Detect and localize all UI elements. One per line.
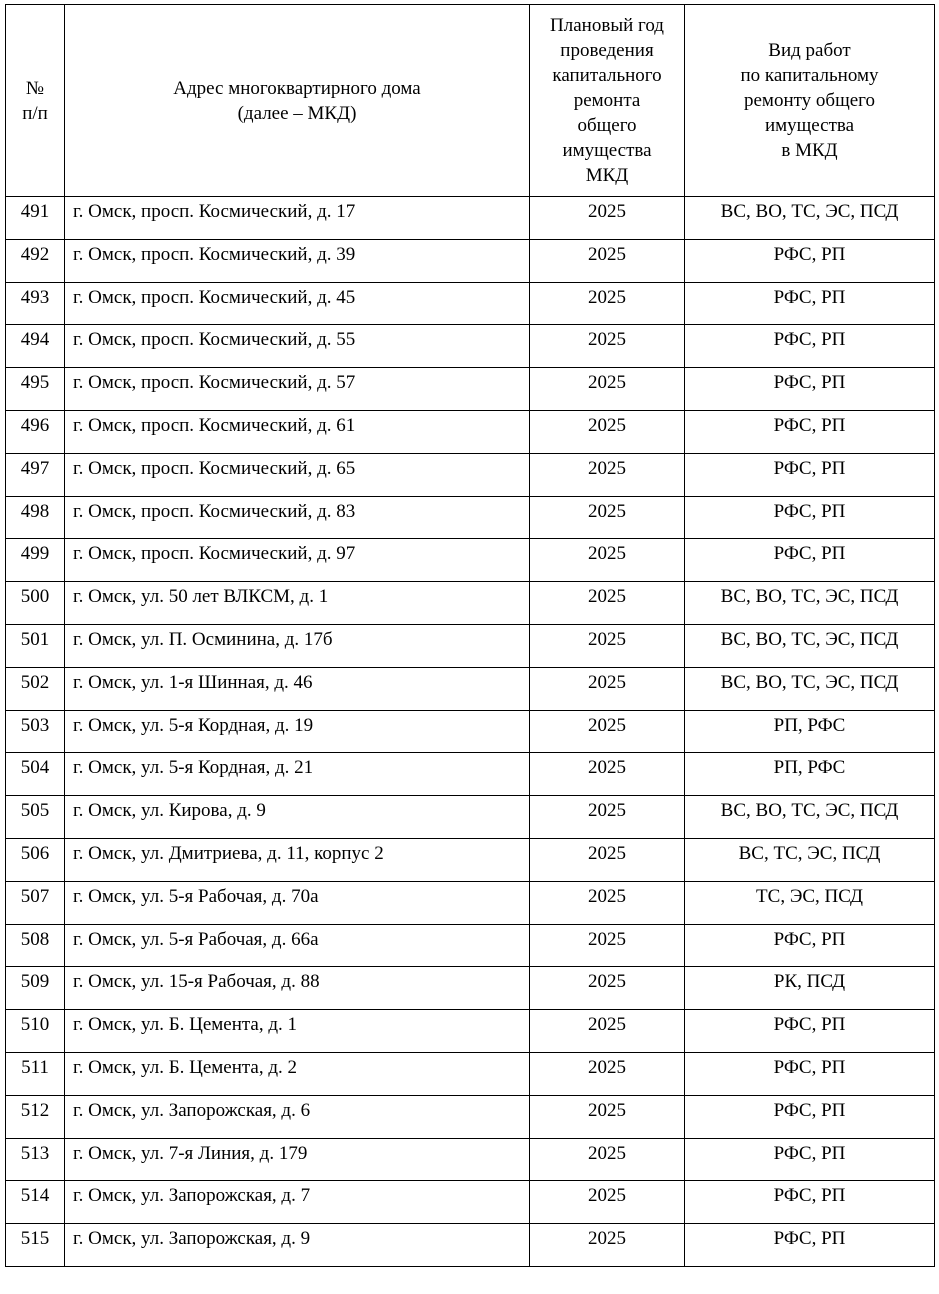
- table-row: [6, 667, 935, 710]
- capital-repair-table: [5, 4, 935, 1267]
- address-cell: г. Омск, ул. Запорожская, д. 9: [65, 1224, 530, 1267]
- table-row: [6, 282, 935, 325]
- address-cell: г. Омск, просп. Космический, д. 45: [65, 282, 530, 325]
- address-cell: г. Омск, ул. 5-я Кордная, д. 21: [65, 753, 530, 796]
- planned-year-cell: 2025: [530, 838, 685, 881]
- address-cell: г. Омск, ул. 7-я Линия, д. 179: [65, 1138, 530, 1181]
- row-number-cell: 500: [6, 582, 65, 625]
- table-row: [6, 582, 935, 625]
- work-type-cell: РФС, РП: [685, 410, 935, 453]
- planned-year-cell: 2025: [530, 1052, 685, 1095]
- work-type-cell: РФС, РП: [685, 239, 935, 282]
- planned-year-cell: 2025: [530, 1181, 685, 1224]
- row-number-cell: 509: [6, 967, 65, 1010]
- work-type-cell: РФС, РП: [685, 1095, 935, 1138]
- address-cell: г. Омск, ул. Запорожская, д. 7: [65, 1181, 530, 1224]
- work-type-cell: ВС, ВО, ТС, ЭС, ПСД: [685, 624, 935, 667]
- table-row: [6, 753, 935, 796]
- work-type-cell: РФС, РП: [685, 282, 935, 325]
- row-number-cell: 510: [6, 1010, 65, 1053]
- work-type-cell: РФС, РП: [685, 539, 935, 582]
- planned-year-cell: 2025: [530, 239, 685, 282]
- work-type-cell: РП, РФС: [685, 710, 935, 753]
- address-cell: г. Омск, просп. Космический, д. 97: [65, 539, 530, 582]
- address-cell: г. Омск, ул. 15-я Рабочая, д. 88: [65, 967, 530, 1010]
- table-row: [6, 624, 935, 667]
- planned-year-cell: 2025: [530, 282, 685, 325]
- work-type-cell: ВС, ВО, ТС, ЭС, ПСД: [685, 582, 935, 625]
- row-number-cell: 495: [6, 368, 65, 411]
- row-number-cell: 497: [6, 453, 65, 496]
- address-cell: г. Омск, ул. 1-я Шинная, д. 46: [65, 667, 530, 710]
- work-type-cell: ТС, ЭС, ПСД: [685, 881, 935, 924]
- row-number-cell: 496: [6, 410, 65, 453]
- address-cell: г. Омск, ул. Б. Цемента, д. 2: [65, 1052, 530, 1095]
- table-row: [6, 368, 935, 411]
- table-row: [6, 1052, 935, 1095]
- row-number-cell: 501: [6, 624, 65, 667]
- planned-year-cell: 2025: [530, 667, 685, 710]
- row-number-cell: 515: [6, 1224, 65, 1267]
- row-number-cell: 508: [6, 924, 65, 967]
- address-cell: г. Омск, ул. 50 лет ВЛКСМ, д. 1: [65, 582, 530, 625]
- work-type-cell: ВС, ВО, ТС, ЭС, ПСД: [685, 667, 935, 710]
- header-address: Адрес многоквартирного дома (далее – МКД): [65, 5, 530, 197]
- work-type-cell: РФС, РП: [685, 1181, 935, 1224]
- work-type-cell: РФС, РП: [685, 1224, 935, 1267]
- work-type-cell: РП, РФС: [685, 753, 935, 796]
- row-number-cell: 503: [6, 710, 65, 753]
- table-row: [6, 838, 935, 881]
- address-cell: г. Омск, просп. Космический, д. 39: [65, 239, 530, 282]
- planned-year-cell: 2025: [530, 967, 685, 1010]
- work-type-cell: РФС, РП: [685, 1052, 935, 1095]
- work-type-cell: РФС, РП: [685, 453, 935, 496]
- address-cell: г. Омск, ул. 5-я Рабочая, д. 70а: [65, 881, 530, 924]
- table-row: [6, 1138, 935, 1181]
- table-row: [6, 496, 935, 539]
- header-planned-year: Плановый год проведения капитального ремонта общего имущества МКД: [530, 5, 685, 197]
- row-number-cell: 506: [6, 838, 65, 881]
- table-row: [6, 1095, 935, 1138]
- row-number-cell: 492: [6, 239, 65, 282]
- address-cell: г. Омск, ул. 5-я Кордная, д. 19: [65, 710, 530, 753]
- planned-year-cell: 2025: [530, 1224, 685, 1267]
- row-number-cell: 505: [6, 796, 65, 839]
- work-type-cell: РК, ПСД: [685, 967, 935, 1010]
- header-row: [6, 5, 935, 197]
- planned-year-cell: 2025: [530, 753, 685, 796]
- table-header: [6, 5, 935, 197]
- work-type-cell: ВС, ВО, ТС, ЭС, ПСД: [685, 796, 935, 839]
- row-number-cell: 499: [6, 539, 65, 582]
- row-number-cell: 498: [6, 496, 65, 539]
- row-number-cell: 514: [6, 1181, 65, 1224]
- address-cell: г. Омск, просп. Космический, д. 65: [65, 453, 530, 496]
- address-cell: г. Омск, ул. 5-я Рабочая, д. 66а: [65, 924, 530, 967]
- table-row: [6, 239, 935, 282]
- address-cell: г. Омск, ул. Кирова, д. 9: [65, 796, 530, 839]
- row-number-cell: 511: [6, 1052, 65, 1095]
- table-row: [6, 881, 935, 924]
- address-cell: г. Омск, просп. Космический, д. 17: [65, 197, 530, 240]
- work-type-cell: РФС, РП: [685, 1138, 935, 1181]
- planned-year-cell: 2025: [530, 881, 685, 924]
- planned-year-cell: 2025: [530, 453, 685, 496]
- table-row: [6, 539, 935, 582]
- work-type-cell: ВС, ТС, ЭС, ПСД: [685, 838, 935, 881]
- table-row: [6, 710, 935, 753]
- table-row: [6, 197, 935, 240]
- row-number-cell: 491: [6, 197, 65, 240]
- work-type-cell: РФС, РП: [685, 368, 935, 411]
- planned-year-cell: 2025: [530, 1095, 685, 1138]
- address-cell: г. Омск, просп. Космический, д. 61: [65, 410, 530, 453]
- address-cell: г. Омск, просп. Космический, д. 57: [65, 368, 530, 411]
- address-cell: г. Омск, ул. Б. Цемента, д. 1: [65, 1010, 530, 1053]
- work-type-cell: РФС, РП: [685, 496, 935, 539]
- work-type-cell: РФС, РП: [685, 1010, 935, 1053]
- table-row: [6, 453, 935, 496]
- table-row: [6, 967, 935, 1010]
- row-number-cell: 493: [6, 282, 65, 325]
- address-cell: г. Омск, ул. П. Осминина, д. 17б: [65, 624, 530, 667]
- planned-year-cell: 2025: [530, 582, 685, 625]
- table-row: [6, 796, 935, 839]
- row-number-cell: 512: [6, 1095, 65, 1138]
- planned-year-cell: 2025: [530, 1138, 685, 1181]
- planned-year-cell: 2025: [530, 325, 685, 368]
- row-number-cell: 507: [6, 881, 65, 924]
- address-cell: г. Омск, просп. Космический, д. 83: [65, 496, 530, 539]
- work-type-cell: РФС, РП: [685, 325, 935, 368]
- work-type-cell: ВС, ВО, ТС, ЭС, ПСД: [685, 197, 935, 240]
- planned-year-cell: 2025: [530, 496, 685, 539]
- header-work-type: Вид работ по капитальному ремонту общего имущества в МКД: [685, 5, 935, 197]
- work-type-cell: РФС, РП: [685, 924, 935, 967]
- row-number-cell: 504: [6, 753, 65, 796]
- row-number-cell: 513: [6, 1138, 65, 1181]
- row-number-cell: 502: [6, 667, 65, 710]
- table-row: [6, 1010, 935, 1053]
- address-cell: г. Омск, ул. Запорожская, д. 6: [65, 1095, 530, 1138]
- table-row: [6, 1181, 935, 1224]
- planned-year-cell: 2025: [530, 1010, 685, 1053]
- table-row: [6, 1224, 935, 1267]
- address-cell: г. Омск, просп. Космический, д. 55: [65, 325, 530, 368]
- address-cell: г. Омск, ул. Дмитриева, д. 11, корпус 2: [65, 838, 530, 881]
- planned-year-cell: 2025: [530, 796, 685, 839]
- planned-year-cell: 2025: [530, 197, 685, 240]
- table-row: [6, 325, 935, 368]
- planned-year-cell: 2025: [530, 624, 685, 667]
- row-number-cell: 494: [6, 325, 65, 368]
- planned-year-cell: 2025: [530, 924, 685, 967]
- planned-year-cell: 2025: [530, 710, 685, 753]
- table-row: [6, 924, 935, 967]
- header-number: № п/п: [6, 5, 65, 197]
- planned-year-cell: 2025: [530, 368, 685, 411]
- planned-year-cell: 2025: [530, 410, 685, 453]
- planned-year-cell: 2025: [530, 539, 685, 582]
- table-row: [6, 410, 935, 453]
- table-body: [6, 197, 935, 1267]
